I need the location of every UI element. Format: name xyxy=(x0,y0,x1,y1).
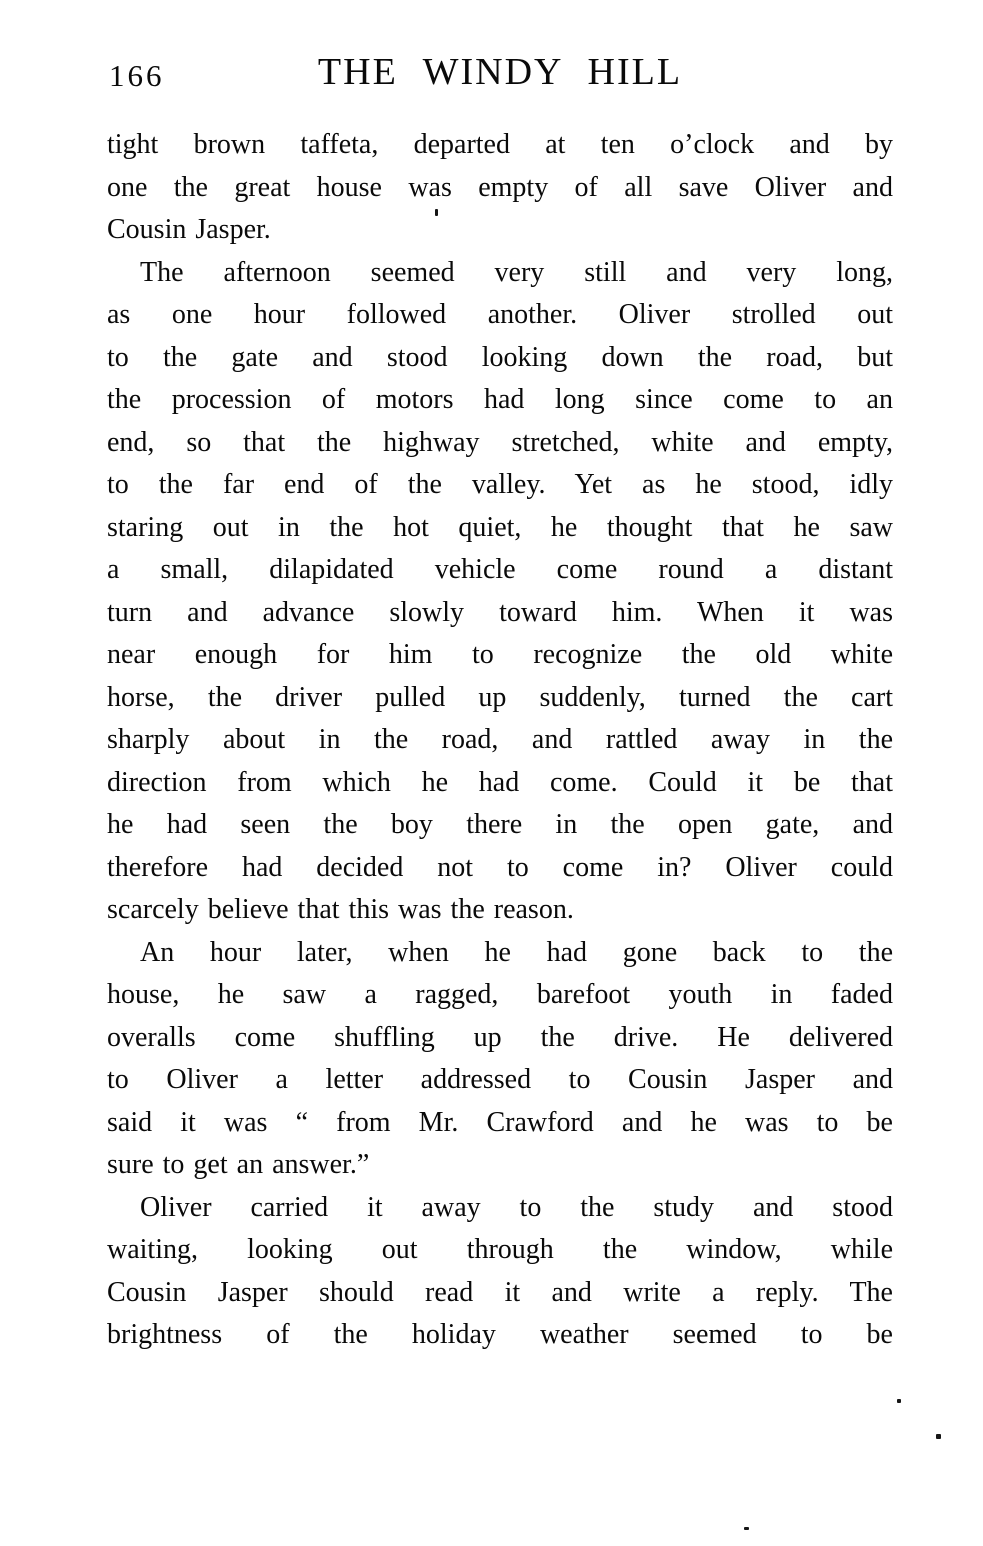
text-line: waiting, looking out through the window, while xyxy=(107,1234,893,1265)
scan-speck xyxy=(435,209,438,216)
text-line: Cousin Jasper should read it and write a reply. The xyxy=(107,1276,893,1308)
text-line: end, so that the highway stretched, white and empty, xyxy=(107,426,893,458)
text-line: sharply about in the road, and rattled away in the xyxy=(107,724,893,755)
text-line: near enough for him to recognize the old white xyxy=(107,639,893,670)
text-line: one the great house was empty of all save Oliver and xyxy=(107,171,893,203)
text-line: The afternoon seemed very still and very long, xyxy=(140,256,893,288)
text-line: sure to get an answer.” xyxy=(107,1149,370,1180)
text-line: staring out in the hot quiet, he thought that he saw xyxy=(107,511,893,543)
text-line: to Oliver a letter addressed to Cousin Jasper and xyxy=(107,1064,893,1095)
paragraph xyxy=(107,932,893,1187)
text-line: to the far end of the valley. Yet as he stood, idly xyxy=(107,469,893,500)
text-line: said it was “ from Mr. Crawford and he was to be xyxy=(107,1106,893,1138)
text-line: An hour later, when he had gone back to the xyxy=(140,936,893,968)
text-line: therefore had decided not to come in? Oliver could xyxy=(107,851,893,883)
paragraph xyxy=(107,252,893,932)
paragraph xyxy=(107,1187,893,1357)
text-line: tight brown taffeta, departed at ten o’clock and by xyxy=(107,129,893,160)
text-line: overalls come shuffling up the drive. He delivered xyxy=(107,1021,893,1053)
text-line: as one hour followed another. Oliver strolled out xyxy=(107,299,893,330)
text-line: scarcely believe that this was the reason. xyxy=(107,894,574,925)
text-line: Oliver carried it away to the study and stood xyxy=(140,1191,893,1223)
paragraph xyxy=(107,124,893,252)
page-header xyxy=(107,50,893,96)
running-title: THE WINDY HILL xyxy=(317,51,683,93)
text-line: he had seen the boy there in the open gate, and xyxy=(107,809,893,840)
text-line: house, he saw a ragged, barefoot youth in faded xyxy=(107,979,893,1010)
text-line: to the gate and stood looking down the road, but xyxy=(107,341,893,373)
text-line: direction from which he had come. Could it be that xyxy=(107,766,893,798)
body-text xyxy=(107,124,893,1357)
scan-speck xyxy=(897,1399,901,1403)
text-line: a small, dilapidated vehicle come round a distant xyxy=(107,554,893,585)
scan-speck xyxy=(936,1434,941,1439)
text-line: the procession of motors had long since come to an xyxy=(107,384,893,415)
text-line: brightness of the holiday weather seemed to be xyxy=(107,1319,893,1350)
page-number: 166 xyxy=(109,58,165,93)
text-line: horse, the driver pulled up suddenly, turned the cart xyxy=(107,681,893,713)
text-line: turn and advance slowly toward him. When it was xyxy=(107,596,893,628)
scan-speck xyxy=(744,1527,749,1530)
text-line: Cousin Jasper. xyxy=(107,214,271,245)
